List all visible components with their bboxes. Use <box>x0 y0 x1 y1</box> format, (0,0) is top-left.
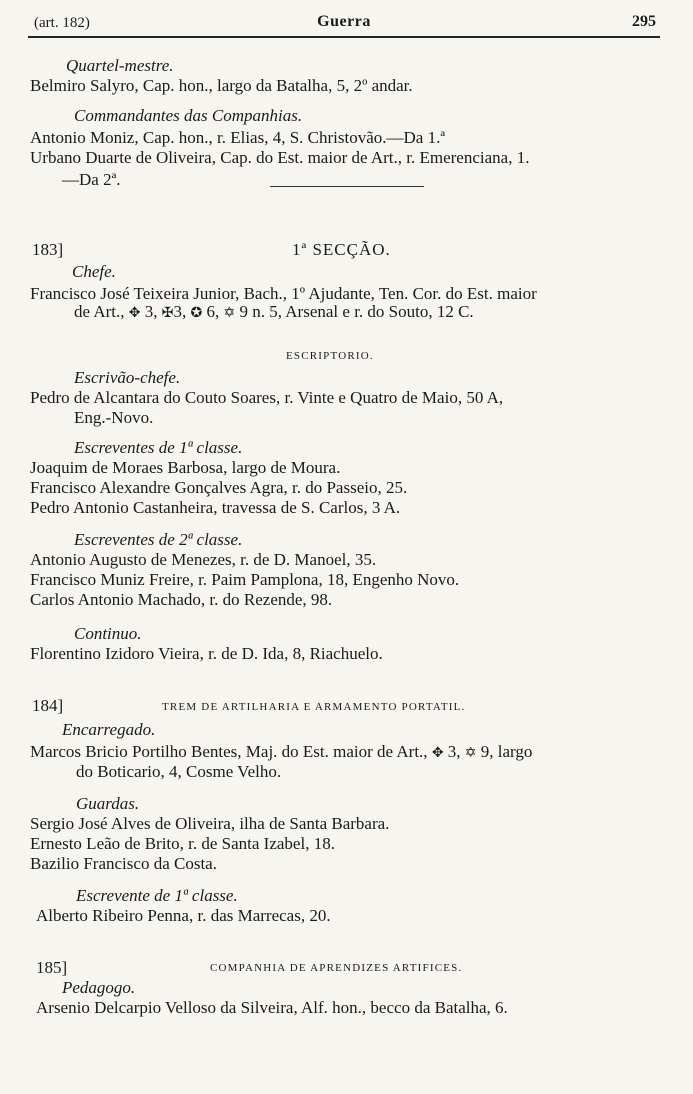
continuo-heading: Continuo. <box>74 624 142 643</box>
escriptorio-heading: ESCRIPTORIO. <box>286 350 374 362</box>
guardas-heading: Guardas. <box>76 794 140 813</box>
list-item: Ernesto Leão de Brito, r. de Santa Izabel, 18. <box>30 834 335 853</box>
pedagogo-entry: Arsenio Delcarpio Velloso da Silveira, Alf. hon., becco da Batalha, 6. <box>36 998 508 1017</box>
encarregado-text-a: Marcos Bricio Portilho Bentes, Maj. do Est. maior de Art., <box>30 742 428 761</box>
list-item: Francisco Alexandre Gonçalves Agra, r. do Passeio, 25. <box>30 478 408 497</box>
section-185-number: 185] <box>36 958 68 977</box>
chefe-entry-line-2 <box>74 302 474 323</box>
escreventes-1-heading: Escreventes de 1ª classe. <box>74 438 243 457</box>
encarregado-entry-line-2: do Boticario, 4, Cosme Velho. <box>76 762 282 781</box>
section-184-title: TREM DE ARTILHARIA E ARMAMENTO PORTATIL. <box>162 701 466 713</box>
list-item: Antonio Augusto de Menezes, r. de D. Manoel, 35. <box>30 550 377 569</box>
section-184-number: 184] <box>32 696 64 715</box>
list-item: Pedro Antonio Castanheira, travessa de S. Carlos, 3 A. <box>30 498 401 517</box>
list-item: Francisco Muniz Freire, r. Paim Pamplona, 18, Engenho Novo. <box>30 570 460 589</box>
encarregado-text-b: 3, <box>447 742 461 761</box>
chefe-heading: Chefe. <box>72 262 116 281</box>
order-star-icon: ✡ <box>223 305 236 321</box>
section-185-title: COMPANHIA DE APRENDIZES ARTIFICES. <box>210 962 463 974</box>
escrevente-1-heading: Escrevente de 1ª classe. <box>76 886 238 905</box>
list-item: Sergio José Alves de Oliveira, ilha de Santa Barbara. <box>30 814 390 833</box>
chefe-text-d: 6, <box>206 302 220 321</box>
order-cross-icon: ✥ <box>431 745 444 761</box>
header-page-number: 295 <box>632 13 656 30</box>
section-183-number: 183] <box>32 240 64 259</box>
order-cross-icon: ✥ <box>128 305 141 321</box>
continuo-entry: Florentino Izidoro Vieira, r. de D. Ida, 8, Riachuelo. <box>30 644 383 663</box>
quartel-mestre-heading: Quartel-mestre. <box>66 56 174 75</box>
chefe-entry-line-1: Francisco José Teixeira Junior, Bach., 1º Ajudante, Ten. Cor. do Est. maior <box>30 284 537 303</box>
companhia-entry-1: Antonio Moniz, Cap. hon., r. Elias, 4, S. Christovão.—Da 1.ª <box>30 128 446 147</box>
section-183-title: 1ª SECÇÃO. <box>292 240 391 259</box>
list-item: Carlos Antonio Machado, r. do Rezende, 98. <box>30 590 333 609</box>
companhia-entry-2-cont: —Da 2ª. <box>62 170 121 189</box>
escreventes-2-heading: Escreventes de 2ª classe. <box>74 530 243 549</box>
page-header <box>28 12 660 38</box>
encarregado-text-c: 9, largo <box>480 742 533 761</box>
chefe-text-a: de Art., <box>74 302 125 321</box>
quartel-mestre-entry: Belmiro Salyro, Cap. hon., largo da Batalha, 5, 2º andar. <box>30 76 413 95</box>
section-divider <box>270 186 424 187</box>
escrivao-entry-line-1: Pedro de Alcantara do Couto Soares, r. Vinte e Quatro de Maio, 50 A, <box>30 388 504 407</box>
encarregado-entry-line-1 <box>30 742 532 763</box>
pedagogo-heading: Pedagogo. <box>62 978 136 997</box>
companhia-entry-2: Urbano Duarte de Oliveira, Cap. do Est. maior de Art., r. Emerenciana, 1. <box>30 148 530 167</box>
escrevente-1-entry: Alberto Ribeiro Penna, r. das Marrecas, 20. <box>36 906 331 925</box>
order-medal-icon: ✪ <box>190 305 203 321</box>
header-title: Guerra <box>317 13 371 30</box>
encarregado-heading: Encarregado. <box>62 720 156 739</box>
escrivao-heading: Escrivão-chefe. <box>74 368 181 387</box>
order-cross-icon: ✠ <box>161 305 174 321</box>
chefe-text-e: 9 n. 5, Arsenal e r. do Souto, 12 C. <box>239 302 474 321</box>
header-article-ref: (art. 182) <box>34 15 90 31</box>
chefe-text-b: 3, <box>144 302 158 321</box>
companhias-heading: Commandantes das Companhias. <box>74 106 303 125</box>
chefe-text-c: 3, <box>173 302 187 321</box>
escrivao-entry-line-2: Eng.-Novo. <box>74 408 154 427</box>
list-item: Joaquim de Moraes Barbosa, largo de Moura. <box>30 458 341 477</box>
list-item: Bazilio Francisco da Costa. <box>30 854 217 873</box>
order-star-icon: ✡ <box>464 745 477 761</box>
